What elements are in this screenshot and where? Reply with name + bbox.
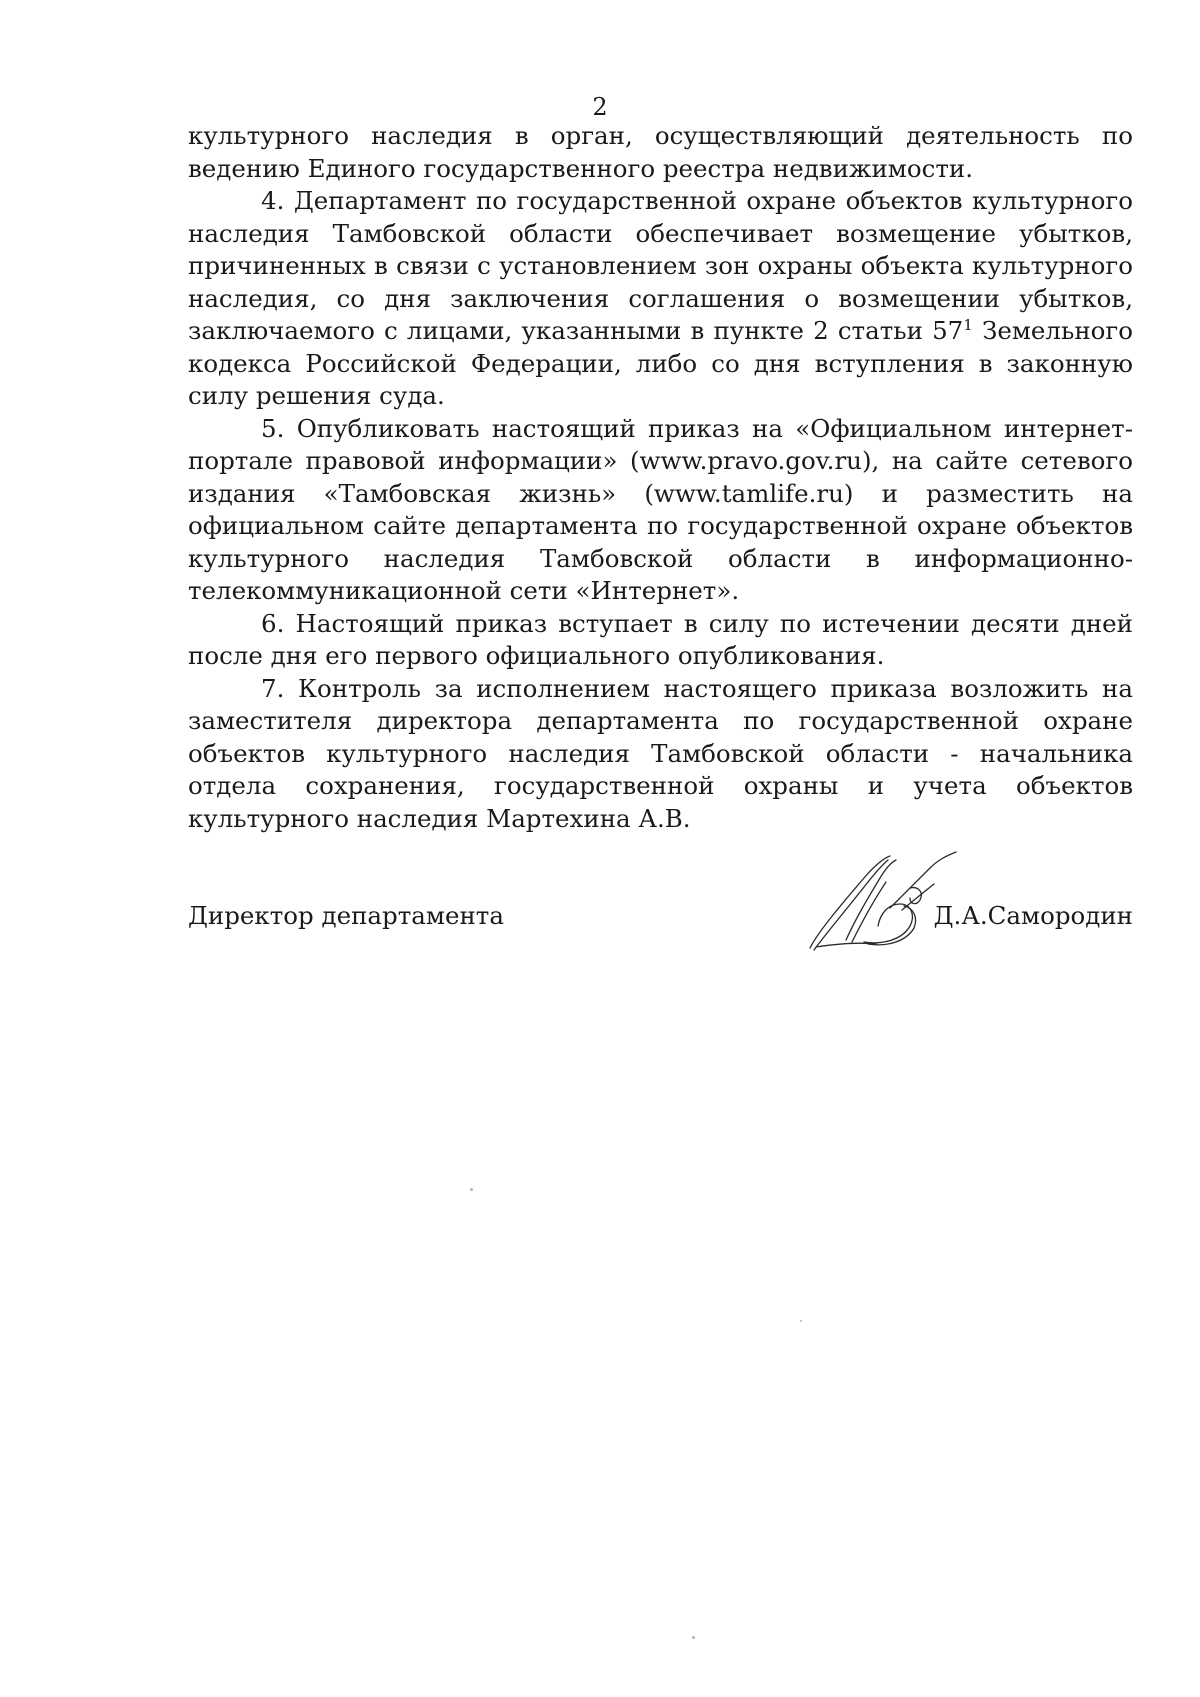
paragraph-4-text: 4. Департамент по государственной охране объектов культурного наследия Тамбовской области обеспечивает возмещение убытков, причиненных в связи с установлением зон охраны объекта культурного наследия, со дня заключения соглашения о возмещении убытков, заключаемого с лицами, указанными в пункте 2 статьи 57 [188,186,1133,345]
signer-title: Директор департамента [188,901,504,930]
scan-speck [800,1320,802,1322]
paragraph-4 [188,185,1133,413]
scan-speck [470,1188,473,1191]
paragraph-continuation: культурного наследия в орган, осуществляющий деятельность по ведению Единого государственного реестра недвижимости. [188,121,1133,183]
paragraph-7: 7. Контроль за исполнением настоящего приказа возложить на заместителя директора департамента по государственной охране объектов культурного наследия Тамбовской области - начальника отдела сохранения, государственной охраны и учета объектов культурного наследия Мартехина А.В. [188,673,1133,833]
document-body [188,120,1133,835]
signature-block [188,900,1133,980]
scan-speck [692,1636,695,1639]
paragraph-6: 6. Настоящий приказ вступает в силу по истечении десяти дней после дня его первого официального опубликования. [188,608,1133,670]
paragraph-4-text-end: Земельного кодекса Российской Федерации, либо со дня вступления в законную силу решения суда. [188,316,1133,410]
paragraph-5: 5. Опубликовать настоящий приказ на «Официальном интернет-портале правовой информации» (www.pravo.gov.ru), на сайте сетевого издания «Тамбовская жизнь» (www.tamlife.ru) и разместить на официальном сайте департамента по государственной охране объектов культурного наследия Тамбовской области в информационно-телекоммуникационной сети «Интернет». [188,413,1133,605]
article-superscript: 1 [963,315,973,334]
signer-name: Д.А.Самородин [933,901,1133,930]
page-number: 2 [592,93,608,121]
